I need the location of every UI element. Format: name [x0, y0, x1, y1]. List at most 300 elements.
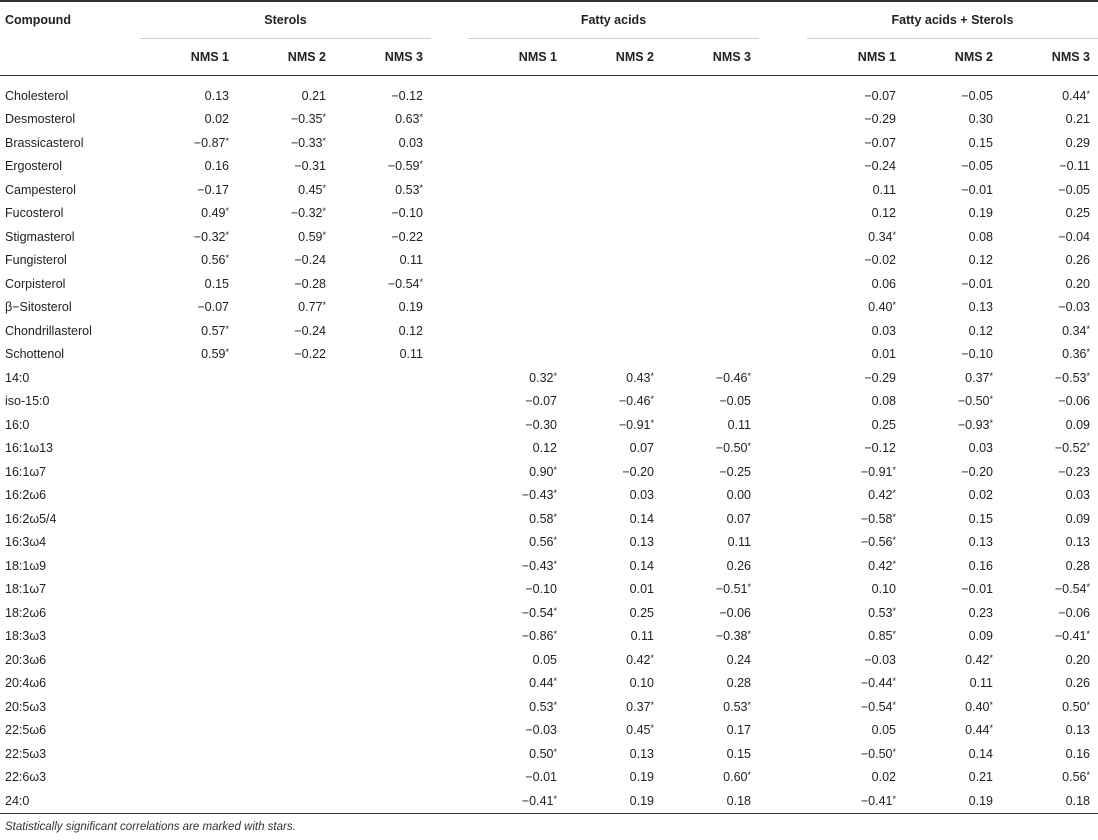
- value-cell: 0.05: [871, 723, 896, 738]
- value-cell: [237, 437, 334, 461]
- value-cell: [468, 155, 565, 179]
- value-cell: 0.10: [629, 676, 654, 691]
- value-cell: −0.03: [864, 652, 896, 667]
- gap-cell: [431, 84, 468, 108]
- compound-name: Schottenol: [5, 347, 65, 362]
- value-cell: −0.07: [864, 88, 896, 103]
- value-cell: 0.16: [1065, 746, 1090, 761]
- value-cell: 0.13: [204, 88, 229, 103]
- value-cell: 0.42*: [868, 558, 896, 573]
- value-cell: 0.03: [1065, 488, 1090, 503]
- value-cell: −0.01: [961, 582, 993, 597]
- value-cell: [237, 390, 334, 414]
- value-cell: −0.29: [864, 370, 896, 385]
- value-cell: −0.03: [525, 723, 557, 738]
- subheader-gap: [431, 39, 468, 76]
- table-row: [0, 178, 1098, 202]
- value-cell: 0.85*: [868, 629, 896, 644]
- subheader-cell: NMS 2: [904, 39, 1001, 76]
- value-cell: −0.58*: [860, 511, 896, 526]
- value-cell: 0.09: [968, 629, 993, 644]
- header-spacer: [0, 76, 1098, 85]
- value-cell: 0.45*: [626, 723, 654, 738]
- value-cell: [237, 742, 334, 766]
- subheader-row: [0, 39, 1098, 76]
- value-cell: 0.45*: [298, 182, 326, 197]
- compound-name: 20:3ω6: [5, 652, 47, 667]
- value-cell: [468, 319, 565, 343]
- table-row: [0, 84, 1098, 108]
- table-footnote: Statistically significant correlations are marked with stars.: [5, 821, 296, 833]
- table-row: [0, 672, 1098, 696]
- value-cell: −0.35*: [290, 112, 326, 127]
- subheader-cell: NMS 1: [468, 39, 565, 76]
- table-body: [0, 76, 1098, 814]
- value-cell: −0.52*: [1054, 441, 1090, 456]
- value-cell: 0.60*: [723, 770, 751, 785]
- subheader-cell: NMS 2: [237, 39, 334, 76]
- value-cell: −0.01: [961, 276, 993, 291]
- compound-name: 16:0: [5, 417, 30, 432]
- subheader-blank: [0, 39, 140, 76]
- value-cell: −0.46*: [618, 394, 654, 409]
- value-cell: [140, 742, 237, 766]
- gap-cell: [759, 108, 807, 132]
- value-cell: 0.63*: [395, 112, 423, 127]
- subheader-cell: NMS 1: [807, 39, 904, 76]
- value-cell: 0.53*: [868, 605, 896, 620]
- value-cell: −0.05: [961, 159, 993, 174]
- value-cell: [140, 601, 237, 625]
- value-cell: 0.36*: [1062, 347, 1090, 362]
- gap-cell: [431, 155, 468, 179]
- gap-cell: [759, 531, 807, 555]
- gap-cell: [759, 155, 807, 179]
- value-cell: −0.91*: [860, 464, 896, 479]
- value-cell: [334, 695, 431, 719]
- value-cell: 0.53*: [395, 182, 423, 197]
- value-cell: −0.24: [294, 323, 326, 338]
- value-cell: [237, 507, 334, 531]
- value-cell: 0.19: [629, 770, 654, 785]
- gap-cell: [759, 343, 807, 367]
- value-cell: 0.13: [968, 535, 993, 550]
- value-cell: [662, 343, 759, 367]
- table-row: [0, 742, 1098, 766]
- compound-name: 14:0: [5, 370, 30, 385]
- value-cell: [468, 178, 565, 202]
- gap-cell: [759, 390, 807, 414]
- value-cell: 0.42*: [965, 652, 993, 667]
- table-row: [0, 437, 1098, 461]
- value-cell: 0.77*: [298, 300, 326, 315]
- value-cell: [140, 672, 237, 696]
- value-cell: 0.11: [630, 629, 654, 644]
- group-header-row: [0, 1, 1098, 39]
- value-cell: −0.50*: [860, 746, 896, 761]
- subheader-cell: NMS 1: [140, 39, 237, 76]
- value-cell: 0.24: [726, 652, 751, 667]
- value-cell: −0.38*: [715, 629, 751, 644]
- compound-name: Fucosterol: [5, 206, 64, 221]
- value-cell: 0.37*: [965, 370, 993, 385]
- value-cell: [237, 484, 334, 508]
- value-cell: 0.03: [968, 441, 993, 456]
- value-cell: [334, 648, 431, 672]
- table-row: [0, 366, 1098, 390]
- value-cell: 0.14: [629, 558, 654, 573]
- value-cell: 0.07: [629, 441, 654, 456]
- gap-cell: [431, 460, 468, 484]
- value-cell: −0.10: [961, 347, 993, 362]
- table-row: [0, 789, 1098, 813]
- gap-cell: [431, 672, 468, 696]
- value-cell: 0.32*: [529, 370, 557, 385]
- value-cell: 0.44*: [1062, 88, 1090, 103]
- value-cell: 0.08: [871, 394, 896, 409]
- value-cell: −0.24: [864, 159, 896, 174]
- value-cell: 0.11: [727, 535, 751, 550]
- value-cell: [468, 343, 565, 367]
- value-cell: [140, 648, 237, 672]
- value-cell: −0.02: [864, 253, 896, 268]
- value-cell: [662, 202, 759, 226]
- value-cell: 0.02: [871, 770, 896, 785]
- value-cell: [565, 249, 662, 273]
- gap-cell: [431, 578, 468, 602]
- value-cell: 0.21: [968, 770, 993, 785]
- value-cell: 0.15: [968, 511, 993, 526]
- compound-name: 16:1ω13: [5, 441, 53, 456]
- value-cell: [237, 460, 334, 484]
- table-row: [0, 319, 1098, 343]
- gap-cell: [431, 225, 468, 249]
- value-cell: 0.03: [629, 488, 654, 503]
- value-cell: 0.15: [968, 135, 993, 150]
- value-cell: 0.18: [662, 789, 759, 813]
- value-cell: −0.54*: [387, 276, 423, 291]
- value-cell: 0.15: [726, 746, 751, 761]
- value-cell: [140, 625, 237, 649]
- value-cell: 0.19: [398, 300, 423, 315]
- value-cell: 0.08: [968, 229, 993, 244]
- value-cell: −0.20: [961, 464, 993, 479]
- value-cell: 0.12: [968, 253, 993, 268]
- gap-cell: [759, 437, 807, 461]
- value-cell: [565, 272, 662, 296]
- gap-cell: [431, 789, 468, 813]
- table-row: [0, 155, 1098, 179]
- gap-cell: [431, 437, 468, 461]
- value-cell: 0.11: [872, 182, 896, 197]
- gap-cell: [431, 296, 468, 320]
- compound-name: Stigmasterol: [5, 229, 75, 244]
- gap-cell: [759, 225, 807, 249]
- value-cell: [140, 531, 237, 555]
- value-cell: [662, 108, 759, 132]
- gap-cell: [759, 131, 807, 155]
- gap-cell: [759, 672, 807, 696]
- value-cell: −0.07: [197, 300, 229, 315]
- value-cell: [662, 225, 759, 249]
- value-cell: 0.29: [1065, 135, 1090, 150]
- value-cell: [237, 531, 334, 555]
- value-cell: [565, 225, 662, 249]
- value-cell: 0.90*: [529, 464, 557, 479]
- subheader-gap: [759, 39, 807, 76]
- value-cell: 0.26: [1065, 676, 1090, 691]
- table-row: [0, 225, 1098, 249]
- table-row: [0, 202, 1098, 226]
- value-cell: 0.03: [398, 135, 423, 150]
- value-cell: [565, 319, 662, 343]
- value-cell: 0.11: [399, 347, 423, 362]
- value-cell: [662, 131, 759, 155]
- compound-name: β−Sitosterol: [5, 300, 72, 315]
- subheader-cell: NMS 3: [1001, 39, 1098, 76]
- gap-cell: [759, 272, 807, 296]
- value-cell: −0.46*: [715, 370, 751, 385]
- table-row: [0, 131, 1098, 155]
- compound-name: Brassicasterol: [5, 135, 84, 150]
- value-cell: −0.87*: [193, 135, 229, 150]
- value-cell: −0.56*: [860, 535, 896, 550]
- value-cell: 0.11: [727, 417, 751, 432]
- gap-cell: [759, 484, 807, 508]
- table-row: [0, 648, 1098, 672]
- value-cell: 0.19: [968, 206, 993, 221]
- value-cell: −0.10: [391, 206, 423, 221]
- value-cell: −0.44*: [860, 676, 896, 691]
- value-cell: 0.49*: [201, 206, 229, 221]
- value-cell: −0.10: [525, 582, 557, 597]
- subheader-cell: NMS 3: [334, 39, 431, 76]
- gap-cell: [759, 366, 807, 390]
- table-row: [0, 578, 1098, 602]
- subheader-cell: NMS 3: [662, 39, 759, 76]
- table-row: [0, 507, 1098, 531]
- value-cell: −0.41*: [807, 789, 904, 813]
- value-cell: [334, 366, 431, 390]
- table-row: [0, 272, 1098, 296]
- value-cell: 0.12: [532, 441, 557, 456]
- gap-cell: [431, 507, 468, 531]
- compound-name: Corpisterol: [5, 276, 66, 291]
- value-cell: −0.22: [294, 347, 326, 362]
- gap-cell: [759, 507, 807, 531]
- value-cell: [237, 789, 334, 813]
- value-cell: [565, 108, 662, 132]
- value-cell: [334, 601, 431, 625]
- table-row: [0, 108, 1098, 132]
- gap-cell: [431, 695, 468, 719]
- value-cell: 0.25: [871, 417, 896, 432]
- value-cell: −0.59*: [387, 159, 423, 174]
- gap-cell: [431, 390, 468, 414]
- value-cell: 0.01: [629, 582, 654, 597]
- value-cell: 0.56*: [1062, 770, 1090, 785]
- value-cell: 0.01: [871, 347, 896, 362]
- value-cell: 0.13: [1065, 723, 1090, 738]
- value-cell: −0.50*: [957, 394, 993, 409]
- gap-cell: [759, 319, 807, 343]
- gap-cell: [431, 366, 468, 390]
- value-cell: [468, 296, 565, 320]
- value-cell: 0.28: [1065, 558, 1090, 573]
- value-cell: 0.59*: [201, 347, 229, 362]
- value-cell: −0.25: [719, 464, 751, 479]
- gap-cell: [759, 601, 807, 625]
- gap-cell: [759, 296, 807, 320]
- value-cell: 0.40*: [965, 699, 993, 714]
- value-cell: [468, 84, 565, 108]
- value-cell: 0.53*: [529, 699, 557, 714]
- value-cell: −0.93*: [957, 417, 993, 432]
- value-cell: 0.21: [301, 88, 326, 103]
- gap-cell: [759, 625, 807, 649]
- value-cell: −0.43*: [521, 558, 557, 573]
- table-row: [0, 554, 1098, 578]
- value-cell: −0.06: [1058, 605, 1090, 620]
- value-cell: [565, 178, 662, 202]
- value-cell: −0.54*: [860, 699, 896, 714]
- subheader-cell: NMS 2: [565, 39, 662, 76]
- value-cell: [468, 272, 565, 296]
- gap-cell: [759, 249, 807, 273]
- value-cell: 0.06: [871, 276, 896, 291]
- value-cell: [334, 390, 431, 414]
- value-cell: −0.01: [525, 770, 557, 785]
- value-cell: 0.44*: [529, 676, 557, 691]
- value-cell: [334, 531, 431, 555]
- value-cell: 0.14: [968, 746, 993, 761]
- value-cell: −0.28: [294, 276, 326, 291]
- gap-cell: [431, 202, 468, 226]
- table-row: [0, 695, 1098, 719]
- gap-cell: [431, 648, 468, 672]
- value-cell: −0.41*: [468, 789, 565, 813]
- gap-cell: [431, 131, 468, 155]
- table-row: [0, 413, 1098, 437]
- value-cell: −0.06: [1058, 394, 1090, 409]
- value-cell: 0.02: [204, 112, 229, 127]
- value-cell: 0.16: [968, 558, 993, 573]
- value-cell: 0.09: [1065, 417, 1090, 432]
- value-cell: −0.86*: [521, 629, 557, 644]
- value-cell: [565, 155, 662, 179]
- value-cell: −0.32*: [193, 229, 229, 244]
- value-cell: [334, 672, 431, 696]
- compound-header: Compound: [0, 1, 140, 39]
- gap-cell: [759, 554, 807, 578]
- value-cell: 0.15: [204, 276, 229, 291]
- value-cell: [334, 625, 431, 649]
- value-cell: [468, 131, 565, 155]
- value-cell: 0.58*: [529, 511, 557, 526]
- gap-cell: [759, 742, 807, 766]
- compound-name: 20:5ω3: [5, 699, 47, 714]
- value-cell: 0.12: [398, 323, 423, 338]
- value-cell: 0.56*: [201, 253, 229, 268]
- value-cell: 0.37*: [626, 699, 654, 714]
- value-cell: −0.31: [294, 159, 326, 174]
- value-cell: 0.16: [204, 159, 229, 174]
- table-row: [0, 390, 1098, 414]
- value-cell: −0.24: [294, 253, 326, 268]
- group-header-fatty-acids-sterols: Fatty acids + Sterols: [807, 1, 1098, 39]
- value-cell: 0.26: [1065, 253, 1090, 268]
- value-cell: 0.28: [726, 676, 751, 691]
- value-cell: −0.05: [961, 88, 993, 103]
- gap-cell: [759, 84, 807, 108]
- value-cell: 0.20: [1065, 652, 1090, 667]
- value-cell: [237, 554, 334, 578]
- compound-name: 20:4ω6: [5, 676, 47, 691]
- table-row: [0, 766, 1098, 790]
- gap-cell: [431, 766, 468, 790]
- value-cell: −0.32*: [290, 206, 326, 221]
- compound-name: 16:2ω6: [5, 488, 47, 503]
- value-cell: [662, 272, 759, 296]
- value-cell: 0.02: [968, 488, 993, 503]
- value-cell: 0.20: [1065, 276, 1090, 291]
- value-cell: [334, 742, 431, 766]
- value-cell: 0.10: [871, 582, 896, 597]
- gap-cell: [431, 625, 468, 649]
- value-cell: 0.11: [969, 676, 993, 691]
- value-cell: [237, 366, 334, 390]
- gap-cell: [431, 719, 468, 743]
- value-cell: −0.04: [1058, 229, 1090, 244]
- value-cell: [334, 507, 431, 531]
- value-cell: −0.11: [1059, 159, 1090, 174]
- table-header: [0, 1, 1098, 76]
- gap-cell: [759, 695, 807, 719]
- value-cell: 0.30: [968, 112, 993, 127]
- value-cell: −0.30: [525, 417, 557, 432]
- gap-cell: [431, 108, 468, 132]
- value-cell: [140, 766, 237, 790]
- gap-cell: [431, 601, 468, 625]
- gap-cell: [431, 484, 468, 508]
- gap-cell: [759, 648, 807, 672]
- gap-cell: [431, 272, 468, 296]
- value-cell: [140, 413, 237, 437]
- value-cell: 0.50*: [529, 746, 557, 761]
- compound-name: Fungisterol: [5, 253, 67, 268]
- value-cell: −0.50*: [715, 441, 751, 456]
- value-cell: −0.33*: [290, 135, 326, 150]
- value-cell: 0.07: [726, 511, 751, 526]
- value-cell: 0.13: [629, 535, 654, 550]
- value-cell: [468, 202, 565, 226]
- value-cell: 0.19: [565, 789, 662, 813]
- value-cell: [334, 554, 431, 578]
- value-cell: [140, 390, 237, 414]
- value-cell: [662, 178, 759, 202]
- value-cell: 0.11: [399, 253, 423, 268]
- gap-cell: [431, 531, 468, 555]
- value-cell: 0.50*: [1062, 699, 1090, 714]
- value-cell: [334, 789, 431, 813]
- value-cell: 0.53*: [723, 699, 751, 714]
- value-cell: −0.01: [961, 182, 993, 197]
- value-cell: −0.05: [719, 394, 751, 409]
- value-cell: −0.54*: [1054, 582, 1090, 597]
- value-cell: −0.12: [864, 441, 896, 456]
- value-cell: [565, 343, 662, 367]
- value-cell: 0.14: [629, 511, 654, 526]
